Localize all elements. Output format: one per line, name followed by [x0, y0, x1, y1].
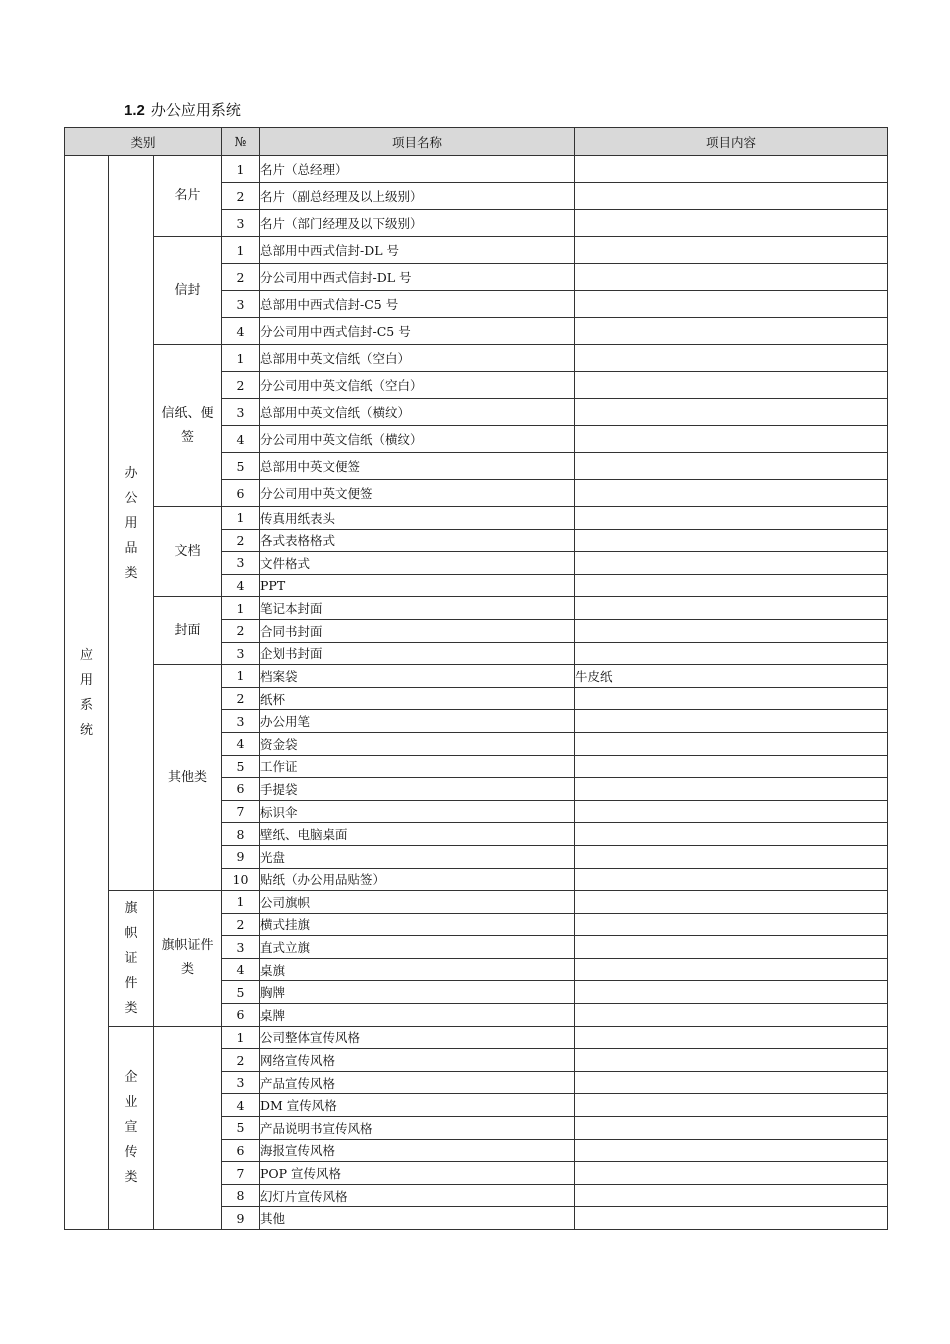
item-name: 档案袋	[260, 665, 575, 688]
item-content	[575, 619, 888, 642]
item-content	[575, 732, 888, 755]
item-name: 幻灯片宣传风格	[260, 1184, 575, 1207]
group-cell	[154, 345, 222, 507]
item-content	[575, 1026, 888, 1049]
item-name: 分公司用中西式信封-DL 号	[260, 264, 575, 291]
item-content	[575, 574, 888, 597]
item-number: 1	[222, 1026, 260, 1049]
item-number: 3	[222, 936, 260, 959]
item-name: PPT	[260, 574, 575, 597]
item-name: 分公司用中西式信封-C5 号	[260, 318, 575, 345]
item-name: 壁纸、电脑桌面	[260, 823, 575, 846]
level2-category-cell	[109, 156, 154, 891]
item-content	[575, 210, 888, 237]
item-number: 4	[222, 574, 260, 597]
item-content	[575, 345, 888, 372]
level2-category-label: 旗帜证件类	[124, 900, 138, 1016]
header-content: 项目内容	[575, 128, 888, 156]
item-number: 1	[222, 237, 260, 264]
group-label: 名片	[174, 188, 201, 203]
item-name: 名片（总经理）	[260, 156, 575, 183]
item-content	[575, 1117, 888, 1140]
item-content	[575, 913, 888, 936]
item-name: 总部用中西式信封-C5 号	[260, 291, 575, 318]
item-name: 桌旗	[260, 958, 575, 981]
item-name: 直式立旗	[260, 936, 575, 959]
item-name: 手提袋	[260, 778, 575, 801]
item-content	[575, 1004, 888, 1027]
item-content	[575, 1207, 888, 1230]
item-number: 4	[222, 426, 260, 453]
item-number: 10	[222, 868, 260, 891]
section-heading	[124, 99, 241, 120]
group-cell	[154, 665, 222, 891]
item-number: 3	[222, 710, 260, 733]
table-row	[65, 507, 888, 530]
group-label: 其他类	[167, 769, 207, 785]
group-label: 文档	[174, 543, 201, 559]
item-content	[575, 453, 888, 480]
table-row	[65, 891, 888, 914]
item-content	[575, 1162, 888, 1185]
item-content	[575, 778, 888, 801]
item-number: 2	[222, 183, 260, 210]
level2-category-label: 企业宣传类	[124, 1070, 138, 1186]
item-name: POP 宣传风格	[260, 1162, 575, 1185]
item-name: 分公司用中英文信纸（空白）	[260, 372, 575, 399]
item-number: 2	[222, 529, 260, 552]
item-name: 纸杯	[260, 687, 575, 710]
item-number: 6	[222, 778, 260, 801]
item-name: 各式表格格式	[260, 529, 575, 552]
group-label: 旗帜证件类	[161, 938, 214, 978]
office-application-table	[64, 127, 888, 1230]
item-name: 总部用中英文信纸（横纹）	[260, 399, 575, 426]
level1-category-cell	[65, 156, 109, 1230]
item-name: 桌牌	[260, 1004, 575, 1027]
item-content	[575, 1139, 888, 1162]
item-content	[575, 891, 888, 914]
group-cell	[154, 507, 222, 597]
item-content	[575, 264, 888, 291]
item-number: 2	[222, 913, 260, 936]
item-number: 3	[222, 552, 260, 575]
item-name: 办公用笔	[260, 710, 575, 733]
item-name: 光盘	[260, 845, 575, 868]
group-cell	[154, 597, 222, 665]
item-number: 5	[222, 755, 260, 778]
item-content	[575, 480, 888, 507]
item-name: 横式挂旗	[260, 913, 575, 936]
level2-category-cell	[109, 891, 154, 1027]
item-content	[575, 552, 888, 575]
item-name: 工作证	[260, 755, 575, 778]
item-name: 胸牌	[260, 981, 575, 1004]
item-name: 分公司用中英文便签	[260, 480, 575, 507]
group-label: 封面	[174, 622, 201, 638]
item-content	[575, 372, 888, 399]
item-content	[575, 318, 888, 345]
table-body	[65, 156, 888, 1230]
level2-category-cell	[109, 1026, 154, 1229]
item-content	[575, 981, 888, 1004]
item-number: 2	[222, 372, 260, 399]
item-number: 7	[222, 1162, 260, 1185]
item-content	[575, 845, 888, 868]
item-number: 4	[222, 1094, 260, 1117]
item-number: 8	[222, 1184, 260, 1207]
item-content	[575, 597, 888, 620]
header-category: 类别	[65, 128, 222, 156]
item-number: 4	[222, 318, 260, 345]
item-name: 传真用纸表头	[260, 507, 575, 530]
item-number: 1	[222, 597, 260, 620]
item-number: 6	[222, 480, 260, 507]
item-number: 6	[222, 1004, 260, 1027]
group-cell	[154, 891, 222, 1027]
item-content	[575, 1071, 888, 1094]
item-content	[575, 710, 888, 733]
item-name: 公司旗帜	[260, 891, 575, 914]
item-name: 企划书封面	[260, 642, 575, 665]
item-name: 产品说明书宣传风格	[260, 1117, 575, 1140]
item-number: 3	[222, 642, 260, 665]
item-number: 1	[222, 665, 260, 688]
item-content	[575, 426, 888, 453]
section-number: 1.2	[124, 102, 145, 119]
item-content: 牛皮纸	[575, 665, 888, 688]
item-number: 6	[222, 1139, 260, 1162]
item-number: 2	[222, 687, 260, 710]
table-row	[65, 597, 888, 620]
header-no: №	[222, 128, 260, 156]
item-number: 3	[222, 210, 260, 237]
group-cell	[154, 237, 222, 345]
item-name: 海报宣传风格	[260, 1139, 575, 1162]
group-label: 信封	[174, 282, 201, 298]
item-number: 9	[222, 1207, 260, 1230]
item-content	[575, 291, 888, 318]
item-content	[575, 642, 888, 665]
item-number: 8	[222, 823, 260, 846]
item-name: DM 宣传风格	[260, 1094, 575, 1117]
item-number: 5	[222, 1117, 260, 1140]
item-name: 公司整体宣传风格	[260, 1026, 575, 1049]
item-number: 1	[222, 507, 260, 530]
item-content	[575, 507, 888, 530]
table-row	[65, 665, 888, 688]
item-number: 9	[222, 845, 260, 868]
item-number: 5	[222, 453, 260, 480]
item-number: 3	[222, 399, 260, 426]
table-row	[65, 156, 888, 183]
item-name: 贴纸（办公用品贴签）	[260, 868, 575, 891]
item-name: 笔记本封面	[260, 597, 575, 620]
item-content	[575, 156, 888, 183]
item-name: 分公司用中英文信纸（横纹）	[260, 426, 575, 453]
item-content	[575, 755, 888, 778]
header-name: 项目名称	[260, 128, 575, 156]
item-content	[575, 958, 888, 981]
item-name: 标识伞	[260, 800, 575, 823]
table-row	[65, 345, 888, 372]
item-number: 4	[222, 958, 260, 981]
item-number: 2	[222, 619, 260, 642]
item-content	[575, 868, 888, 891]
item-content	[575, 687, 888, 710]
item-name: 文件格式	[260, 552, 575, 575]
level1-category-label: 应用系统	[79, 647, 93, 738]
group-label: 信纸、便签	[161, 405, 214, 445]
level2-category-label: 办公用品类	[124, 465, 138, 581]
table-row	[65, 237, 888, 264]
item-content	[575, 1049, 888, 1072]
item-number: 7	[222, 800, 260, 823]
item-content	[575, 936, 888, 959]
item-number: 4	[222, 732, 260, 755]
item-name: 名片（部门经理及以下级别）	[260, 210, 575, 237]
item-number: 1	[222, 891, 260, 914]
item-content	[575, 183, 888, 210]
item-number: 5	[222, 981, 260, 1004]
header-row	[65, 128, 888, 156]
item-name: 总部用中西式信封-DL 号	[260, 237, 575, 264]
item-name: 资金袋	[260, 732, 575, 755]
group-cell	[154, 1026, 222, 1229]
item-content	[575, 800, 888, 823]
item-content	[575, 529, 888, 552]
item-number: 3	[222, 291, 260, 318]
item-number: 2	[222, 264, 260, 291]
item-content	[575, 399, 888, 426]
item-name: 网络宣传风格	[260, 1049, 575, 1072]
item-content	[575, 1184, 888, 1207]
item-name: 合同书封面	[260, 619, 575, 642]
item-content	[575, 823, 888, 846]
table-row	[65, 1026, 888, 1049]
item-name: 其他	[260, 1207, 575, 1230]
item-name: 总部用中英文信纸（空白）	[260, 345, 575, 372]
item-number: 3	[222, 1071, 260, 1094]
item-number: 1	[222, 156, 260, 183]
section-title: 办公应用系统	[150, 101, 241, 119]
item-number: 2	[222, 1049, 260, 1072]
item-content	[575, 1094, 888, 1117]
item-content	[575, 237, 888, 264]
item-name: 名片（副总经理及以上级别）	[260, 183, 575, 210]
item-name: 产品宣传风格	[260, 1071, 575, 1094]
group-cell	[154, 156, 222, 237]
item-number: 1	[222, 345, 260, 372]
item-name: 总部用中英文便签	[260, 453, 575, 480]
